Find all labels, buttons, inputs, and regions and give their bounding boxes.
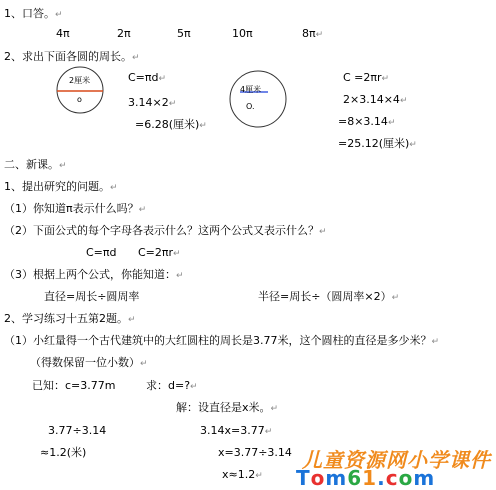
solve-line: 解：设直径是x米。↵: [176, 401, 279, 414]
section2-title: 2、求出下面各圆的周长。↵: [4, 50, 140, 63]
formula-radius: C=2πr↵: [138, 246, 181, 259]
part2-title: 二、新课。↵: [4, 158, 67, 171]
watermark-letter: 1: [362, 466, 378, 490]
calc-right-1: 3.14x=3.77↵: [200, 424, 273, 437]
site-watermark-logo: [296, 444, 496, 489]
circle-diagram-1: [55, 65, 105, 115]
c2-work-4: =25.12(厘米)↵: [338, 137, 417, 150]
calc-left-2: ≈1.2(米): [40, 446, 87, 459]
oral-item-3: 5π: [177, 27, 191, 40]
oral-item-1: 4π: [56, 27, 70, 40]
p1-title: 1、提出研究的问题。↵: [4, 180, 118, 193]
watermark-letter: c: [385, 466, 399, 490]
oral-item-5: 8π↵: [302, 27, 324, 40]
c1-work-3: =6.28(厘米)↵: [135, 118, 207, 131]
c2-work-2: 2×3.14×4↵: [343, 93, 408, 106]
calc-right-2: x=3.77÷3.14: [218, 446, 292, 459]
known-value: 已知：c=3.77m: [32, 379, 116, 392]
circle-icon: [55, 65, 105, 115]
calc-right-3: x≈1.2↵: [222, 468, 263, 481]
question-3: （3）根据上两个公式，你能知道：↵: [4, 268, 184, 281]
c1-work-2: 3.14×2↵: [128, 96, 177, 109]
oral-item-2: 2π: [117, 27, 131, 40]
question-2: （2）下面公式的每个字母各表示什么？这两个公式又表示什么？↵: [4, 224, 327, 237]
oral-item-4: 10π: [232, 27, 253, 40]
watermark-title: 儿童资源网小学课件: [302, 448, 491, 472]
watermark-letter: .: [377, 466, 386, 490]
watermark-letter: 6: [347, 466, 363, 490]
watermark-domain: [296, 466, 435, 490]
watermark-letter: o: [310, 466, 326, 490]
watermark-letter: m: [413, 466, 436, 490]
problem-note: （得数保留一位小数）↵: [30, 356, 148, 369]
circle1-diameter-label: 2厘米: [69, 76, 91, 85]
circle2-center-label: O.: [246, 102, 255, 111]
c1-work-1: C=πd↵: [128, 71, 167, 84]
watermark-letter: o: [398, 466, 414, 490]
c2-work-3: =8×3.14↵: [338, 115, 396, 128]
diameter-formula: 直径=周长÷圆周率: [44, 290, 140, 303]
circle-diagram-2: [228, 69, 288, 129]
formula-diameter: C=πd: [86, 246, 117, 259]
p2-title: 2、学习练习十五第2题。↵: [4, 312, 136, 325]
problem-text: （1）小红量得一个古代建筑中的大红圆柱的周长是3.77米，这个圆柱的直径是多少米？↵: [4, 334, 440, 347]
circle1-center-label: o: [77, 95, 82, 104]
circle-icon: [228, 69, 288, 129]
ask-value: 求：d=?↵: [146, 379, 198, 392]
section1-title: 1、口答。↵: [4, 7, 63, 20]
question-1: （1）你知道π表示什么吗？↵: [4, 202, 147, 215]
watermark-letter: m: [325, 466, 348, 490]
c2-work-1: C =2πr↵: [343, 71, 390, 84]
radius-formula: 半径=周长÷（圆周率×2）↵: [258, 290, 400, 303]
watermark-letter: T: [296, 466, 311, 490]
calc-left-1: 3.77÷3.14: [48, 424, 107, 437]
circle2-radius-label: 4厘米: [240, 85, 262, 94]
